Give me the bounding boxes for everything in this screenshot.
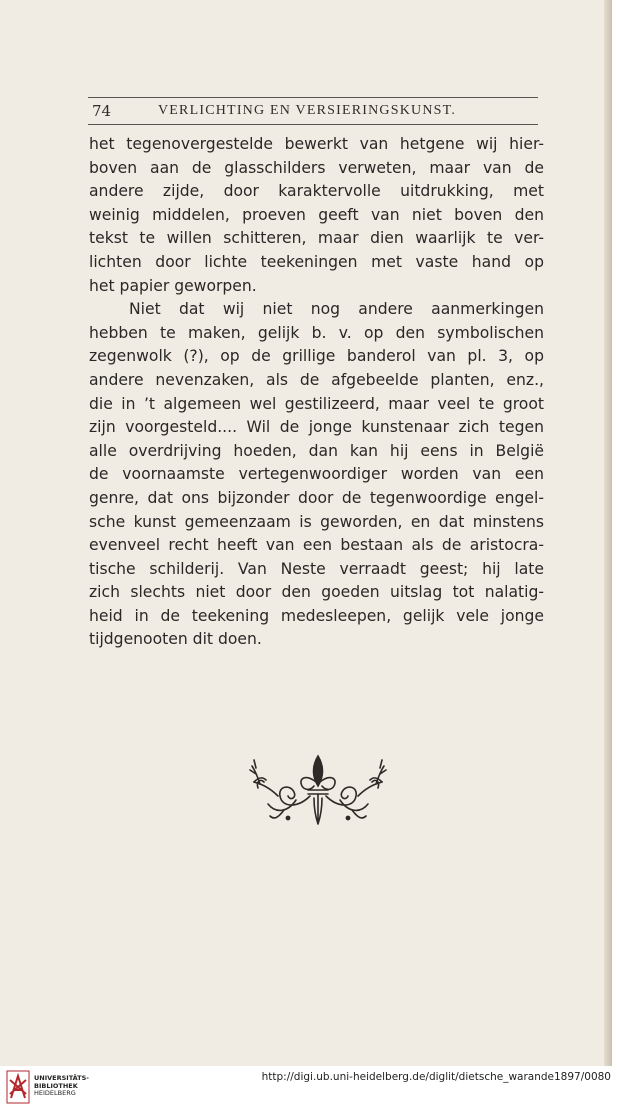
page-gutter xyxy=(604,0,612,1066)
page-number: 74 xyxy=(92,102,112,120)
text-line: zich slechts niet door den goeden uitslag tot nalatig- xyxy=(89,583,544,602)
library-name-line: BIBLIOTHEK xyxy=(34,1081,78,1090)
text-line: hebben te maken, gelijk b. v. op den symbolischen xyxy=(89,323,544,342)
paragraph-2 xyxy=(89,298,544,652)
paragraph-1 xyxy=(89,133,544,298)
text-line: sche kunst gemeenzaam is geworden, en dat minstens xyxy=(89,512,544,531)
text-line: boven aan de glasschilders verweten, maar van de xyxy=(89,158,544,177)
text-line: alle overdrijving hoeden, dan kan hij eens in België xyxy=(89,441,544,460)
text-line: evenveel recht heeft van een bestaan als de aristocra- xyxy=(89,536,544,555)
text-line: die in ’t algemeen wel gestilizeerd, maar veel te groot xyxy=(89,394,544,413)
text-line: Niet dat wij niet nog andere aanmerkingen xyxy=(129,300,544,319)
text-line: genre, dat ons bijzonder door de tegenwoordige engel- xyxy=(89,488,544,507)
text-line: het tegenovergestelde bewerkt van hetgene wij hier- xyxy=(89,135,544,153)
library-name xyxy=(34,1075,89,1098)
footer-bar xyxy=(0,1066,617,1108)
text-line: het papier geworpen. xyxy=(89,276,257,295)
body-text xyxy=(89,133,544,652)
running-head-title: VERLICHTING EN VERSIERINGSKUNST. xyxy=(158,103,457,118)
source-url-link[interactable]: http://digi.ub.uni-heidelberg.de/diglit/dietsche_warande1897/0080 xyxy=(261,1071,611,1083)
text-line: de voornaamste vertegenwoordiger worden van een xyxy=(89,465,544,484)
text-line: tische schilderij. Van Neste verraadt geest; hij late xyxy=(89,559,544,578)
text-line: andere zijde, door karaktervolle uitdrukking, met xyxy=(89,182,544,201)
heidelberg-library-logo-icon xyxy=(6,1070,30,1104)
library-name-line: HEIDELBERG xyxy=(34,1089,76,1097)
text-line: tijdgenooten dit doen. xyxy=(89,630,262,649)
library-name-line: UNIVERSITÄTS- xyxy=(34,1074,89,1082)
fleur-de-lis-vignette-icon xyxy=(248,752,388,827)
running-head xyxy=(88,97,538,125)
text-line: zegenwolk (?), op de grillige banderol van pl. 3, op xyxy=(89,347,544,366)
text-line: tekst te willen schitteren, maar dien waarlijk te ver- xyxy=(89,229,544,248)
text-line: weinig middelen, proeven geeft van niet boven den xyxy=(89,205,544,224)
text-line: heid in de teekening medesleepen, gelijk vele jonge xyxy=(89,606,544,625)
text-line: zijn voorgesteld.... Wil de jonge kunstenaar zich tegen xyxy=(89,418,544,437)
text-line: andere nevenzaken, als de afgebeelde planten, enz., xyxy=(89,370,544,389)
text-line: lichten door lichte teekeningen met vaste hand op xyxy=(89,252,544,271)
